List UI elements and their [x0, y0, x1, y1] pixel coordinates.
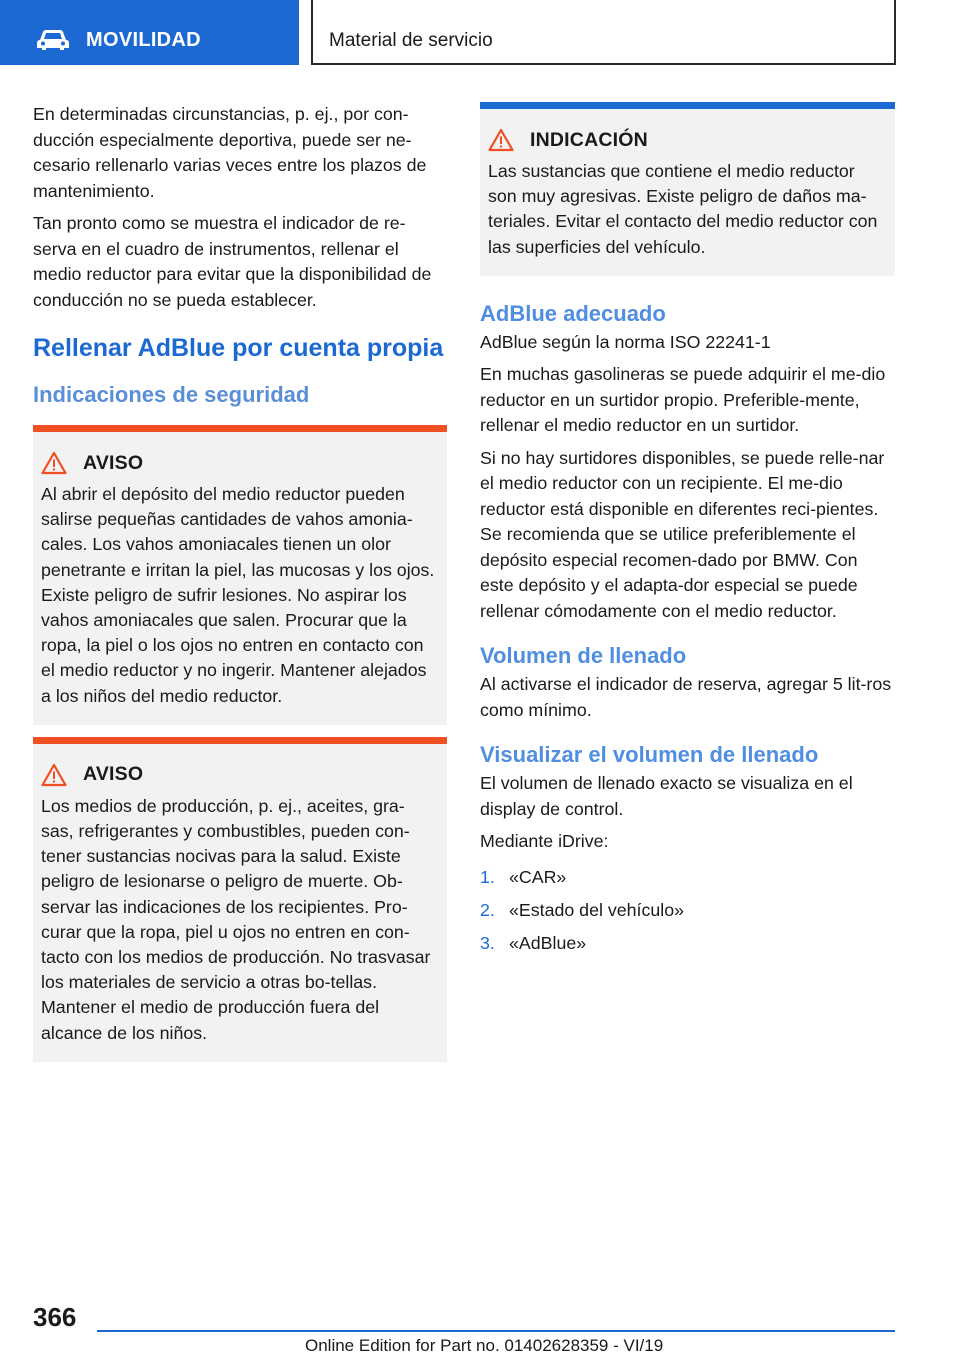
subsection-heading: AdBlue adecuado: [480, 300, 666, 326]
warning-header: [41, 758, 437, 792]
header-title-box: [311, 0, 896, 65]
subsection-heading: Indicaciones de seguridad: [33, 382, 310, 407]
warning-triangle-icon: [41, 763, 67, 787]
step-number: 1.: [480, 866, 495, 887]
right-column: [480, 102, 895, 964]
list-item: [480, 865, 895, 891]
page-number: 366: [33, 1302, 77, 1332]
warning-text: Los medios de producción, p. ej., aceites, gra-sas, refrigerantes y combustibles, pueden con-tener sustancias nocivas para la salud. Existe peligro de lesionarse o peligro de muerte. Ob-servar las indicaciones de los recipientes. Pro-curar que la ropa, piel u ojos no entren en con-tacto con los medios de producción. No trasvasar los materiales de servicio a otras bo-tellas. Mantener el medio de producción fuera del alcance de los niños.: [41, 795, 431, 1043]
section-heading: Rellenar AdBlue por cuenta propia: [33, 334, 444, 362]
paragraph: En muchas gasolineras se puede adquirir el me-dio reductor en un surtidor propio. Preferible-mente, rellenar el medio reductor en un surtidor.: [480, 364, 886, 436]
page-title: Material de servicio: [329, 30, 493, 51]
section-tab: [0, 0, 299, 65]
notice-text: Las sustancias que contiene el medio reductor son muy agresivas. Existe peligro de daños ma-teriales. Evitar el contacto del medio reductor con las superficies del vehículo.: [488, 161, 878, 257]
paragraph: El volumen de llenado exacto se visualiza en el display de control.: [480, 773, 853, 819]
left-column: [33, 102, 447, 1062]
warning-header: [41, 446, 437, 480]
paragraph: Si no hay surtidores disponibles, se puede relle-nar el medio reductor con un recipiente. El me-dio reductor está disponible en diferentes reci-pientes. Se recomienda que se utilice preferiblemente el depósito especial recomen-dado por BMW. Con este depósito y el adapta-dor especial se puede rellenar cómodamente con el medio reductor.: [480, 447, 885, 621]
footer-edition: Online Edition for Part no. 01402628359 - VI/19: [305, 1336, 664, 1355]
subsection-heading: Visualizar el volumen de llenado: [480, 742, 819, 768]
list-item: [480, 898, 895, 924]
warning-triangle-icon: [488, 128, 514, 152]
list-item: [480, 931, 895, 957]
step-number: 2.: [480, 899, 495, 920]
warning-title: AVISO: [83, 451, 144, 474]
subsection-heading: Volumen de llenado: [480, 643, 687, 669]
car-icon: [36, 28, 70, 50]
warning-box: [33, 737, 447, 1062]
warning-box: [33, 425, 447, 725]
section-label: MOVILIDAD: [86, 29, 201, 51]
warning-triangle-icon: [41, 451, 67, 475]
paragraph: Tan pronto como se muestra el indicador de re-serva en el cuadro de instrumentos, rellenar el medio reductor para evitar que la disponibilidad de conducción no se pueda establecer.: [33, 213, 432, 310]
paragraph: Mediante iDrive:: [480, 831, 609, 852]
paragraph: En determinadas circunstancias, p. ej., por con-ducción especialmente deportiva, puede ser ne-cesario rellenarlo varias veces entre los plazos de mantenimiento.: [33, 104, 427, 201]
step-text: «CAR»: [509, 866, 567, 887]
notice-box: [480, 102, 895, 276]
warning-text: Al abrir el depósito del medio reductor pueden salirse pequeñas cantidades de vahos amonia-cales. Los vahos amoniacales tienen un olor penetrante e irritan la piel, las mucosas y los ojos. Existe peligro de sufrir lesiones. No aspirar los vahos amoniacales que salen. Procurar que la ropa, la piel o los ojos no entren en contacto con el medio reductor y no ingerir. Mantener alejados a los niños del medio reductor.: [41, 484, 435, 706]
paragraph: Al activarse el indicador de reserva, agregar 5 lit-ros como mínimo.: [480, 674, 892, 720]
step-number: 3.: [480, 932, 495, 953]
footer-rule: [97, 1330, 895, 1332]
step-text: «Estado del vehículo»: [509, 899, 684, 920]
notice-header: [488, 123, 885, 157]
step-list: [480, 865, 895, 957]
notice-title: INDICACIÓN: [530, 128, 648, 151]
step-text: «AdBlue»: [509, 932, 587, 953]
paragraph: AdBlue según la norma ISO 22241-1: [480, 331, 771, 352]
warning-title: AVISO: [83, 763, 144, 786]
